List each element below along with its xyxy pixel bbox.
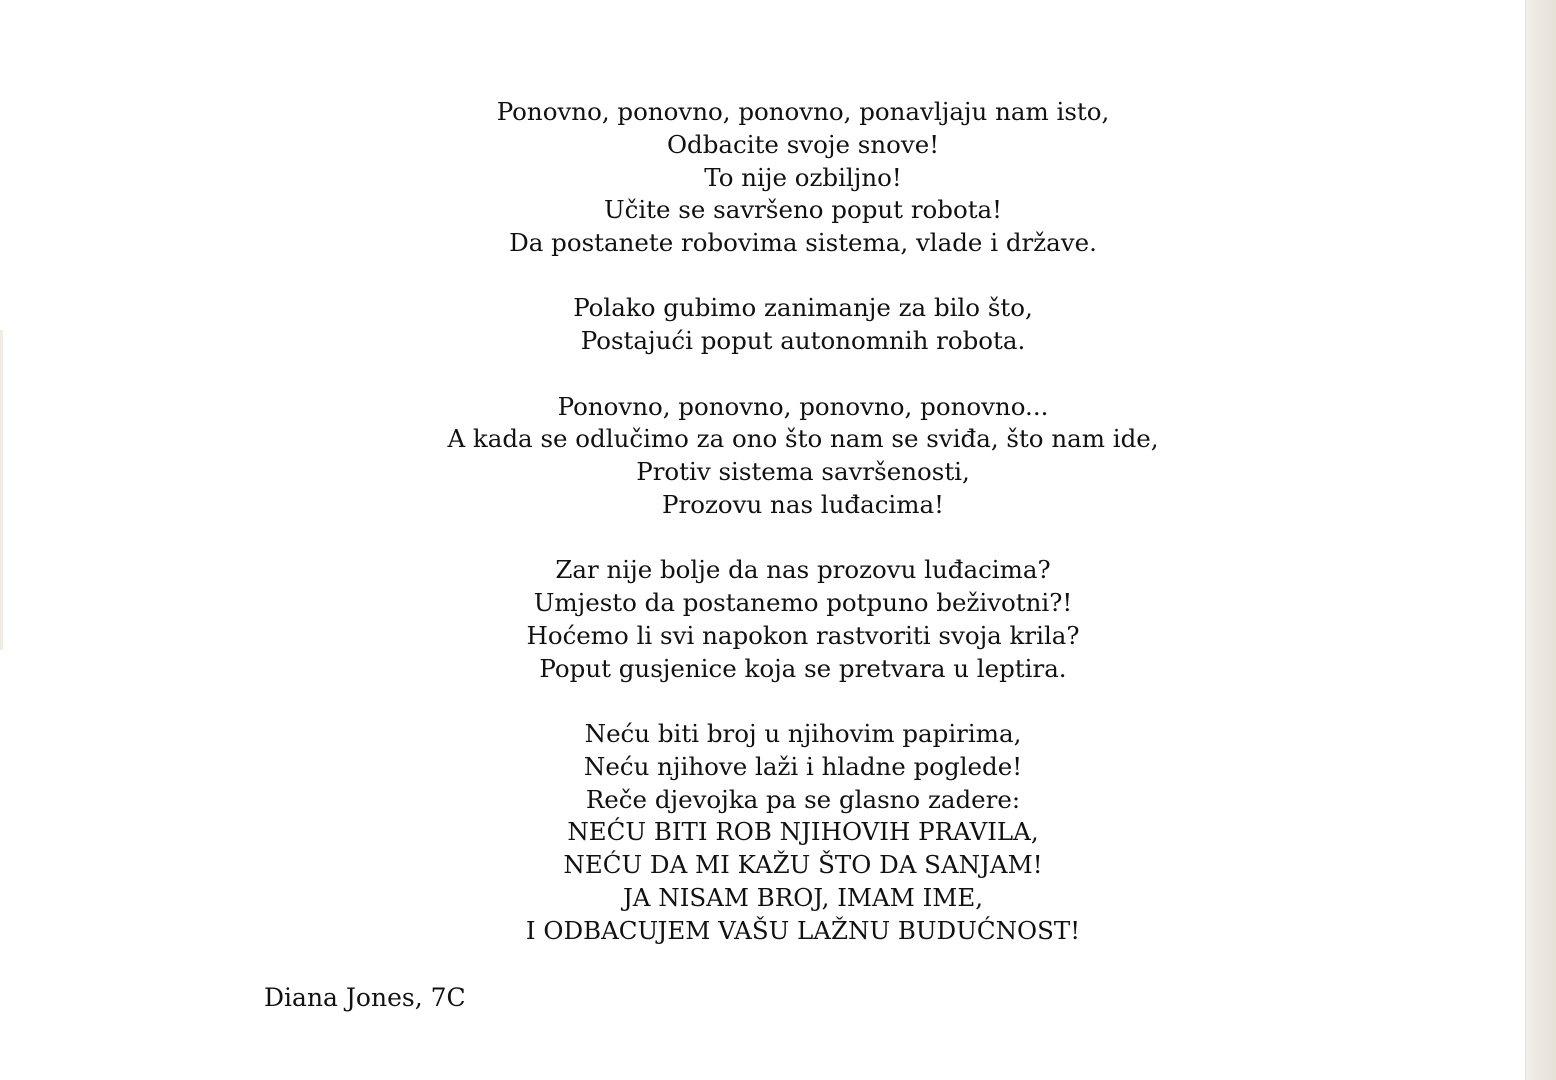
poem-line: Umjesto da postanemo potpuno beživotni?! [533,588,1073,618]
poem-line: Učite se savršeno poput robota! [603,195,1003,225]
poem-line: I ODBACUJEM VAŠU LAŽNU BUDUĆNOST! [525,915,1081,945]
poem-line: NEĆU DA MI KAŽU ŠTO DA SANJAM! [563,850,1043,880]
poem-line: Hoćemo li svi napokon rastvoriti svoja krila? [526,620,1080,650]
poem-line: To nije ozbiljno! [704,162,902,192]
poem-line: Odbacite svoje snove! [666,129,940,159]
poem-line: A kada se odlučimo za ono što nam se sviđa, što nam ide, [447,424,1159,454]
stanza-3 [0,391,1556,522]
poem-line: Polako gubimo zanimanje za bilo što, [573,293,1033,323]
poem [0,96,1556,980]
stanza-1 [0,96,1556,260]
poem-line: Prozovu nas luđacima! [662,489,944,519]
poem-line: Postajući poput autonomnih robota. [580,326,1026,356]
poem-line: Neću biti broj u njihovim papirima, [584,718,1022,748]
poem-line: Da postanete robovima sistema, vlade i države. [509,228,1097,258]
stanza-5 [0,718,1556,948]
poem-line: Ponovno, ponovno, ponovno, ponovno... [557,391,1049,421]
poem-line: Zar nije bolje da nas prozovu luđacima? [555,555,1051,585]
poem-line: Reče djevojka pa se glasno zadere: [585,784,1021,814]
poem-line: Ponovno, ponovno, ponovno, ponavljaju nam isto, [496,97,1110,126]
poem-line: JA NISAM BROJ, IMAM IME, [622,882,984,912]
stanza-2 [0,292,1556,358]
page-edge [1525,0,1556,1080]
poem-line: NEĆU BITI ROB NJIHOVIH PRAVILA, [567,817,1039,847]
poem-line: Poput gusjenice koja se pretvara u leptira. [539,653,1067,683]
stanza-4 [0,554,1556,685]
poem-line: Protiv sistema savršenosti, [636,457,970,487]
poem-line: Neću njihove laži i hladne poglede! [583,751,1023,781]
author-signature: Diana Jones, 7C [264,983,466,1012]
